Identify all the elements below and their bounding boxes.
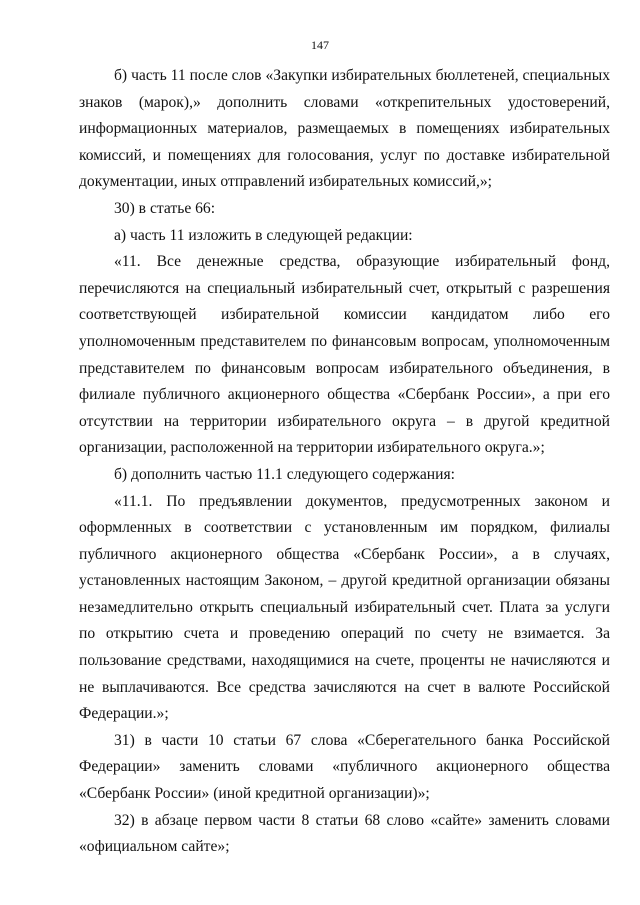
paragraph-item-32: 32) в абзаце первом части 8 статьи 68 слово «сайте» заменить словами «официальном сайте»; xyxy=(79,811,610,856)
paragraph-item-30: 30) в статье 66: xyxy=(114,199,216,217)
paragraph-b-part-11: б) часть 11 после слов «Закупки избирательных бюллетеней, специальных знаков (марок),» дополнить словами «открепительных удостоверений, информационных материалов, размещаемых в помещениях избирательных комиссий, и помещениях для голосования, услуг по доставке избирательной документации, иных отправлений избирательных комиссий,»; xyxy=(79,67,610,191)
page-number: 147 xyxy=(311,38,329,52)
paragraph-a-new-wording: а) часть 11 изложить в следующей редакции: xyxy=(114,226,413,244)
paragraph-quote-11: «11. Все денежные средства, образующие избирательный фонд, перечисляются на специальный избирательный счет, открытый с разрешения соответствующей избирательной комиссии кандидатом либо его уполномоченным представителем по финансовым вопросам, уполномоченным представителем по финансовым вопросам избирательного объединения, в филиале публичного акционерного общества «Сбербанк России», а при его отсутствии на территории избирательного округа – в другой кредитной организации, расположенной на территории избирательного округа.»; xyxy=(79,253,610,457)
paragraph-item-31: 31) в части 10 статьи 67 слова «Сберегательного банка Российской Федерации» заменить словами «публичного акционерного общества «Сбербанк России» (иной кредитной организации)»; xyxy=(79,731,610,803)
paragraph-b-add-11-1: б) дополнить частью 11.1 следующего содержания: xyxy=(114,465,455,483)
paragraph-quote-11-1: «11.1. По предъявлении документов, предусмотренных законом и оформленных в соответствии с установленным им порядком, филиалы публичного акционерного общества «Сбербанк России», а в случаях, установленных настоящим Законом, – другой кредитной организации обязаны незамедлительно открыть специальный избирательный счет. Плата за услуги по открытию счета и проведению операций по счету не взимается. За пользование средствами, находящимися на счете, проценты не начисляются и не выплачиваются. Все средства зачисляются на счет в валюте Российской Федерации.»; xyxy=(79,492,610,723)
document-body xyxy=(79,63,610,861)
